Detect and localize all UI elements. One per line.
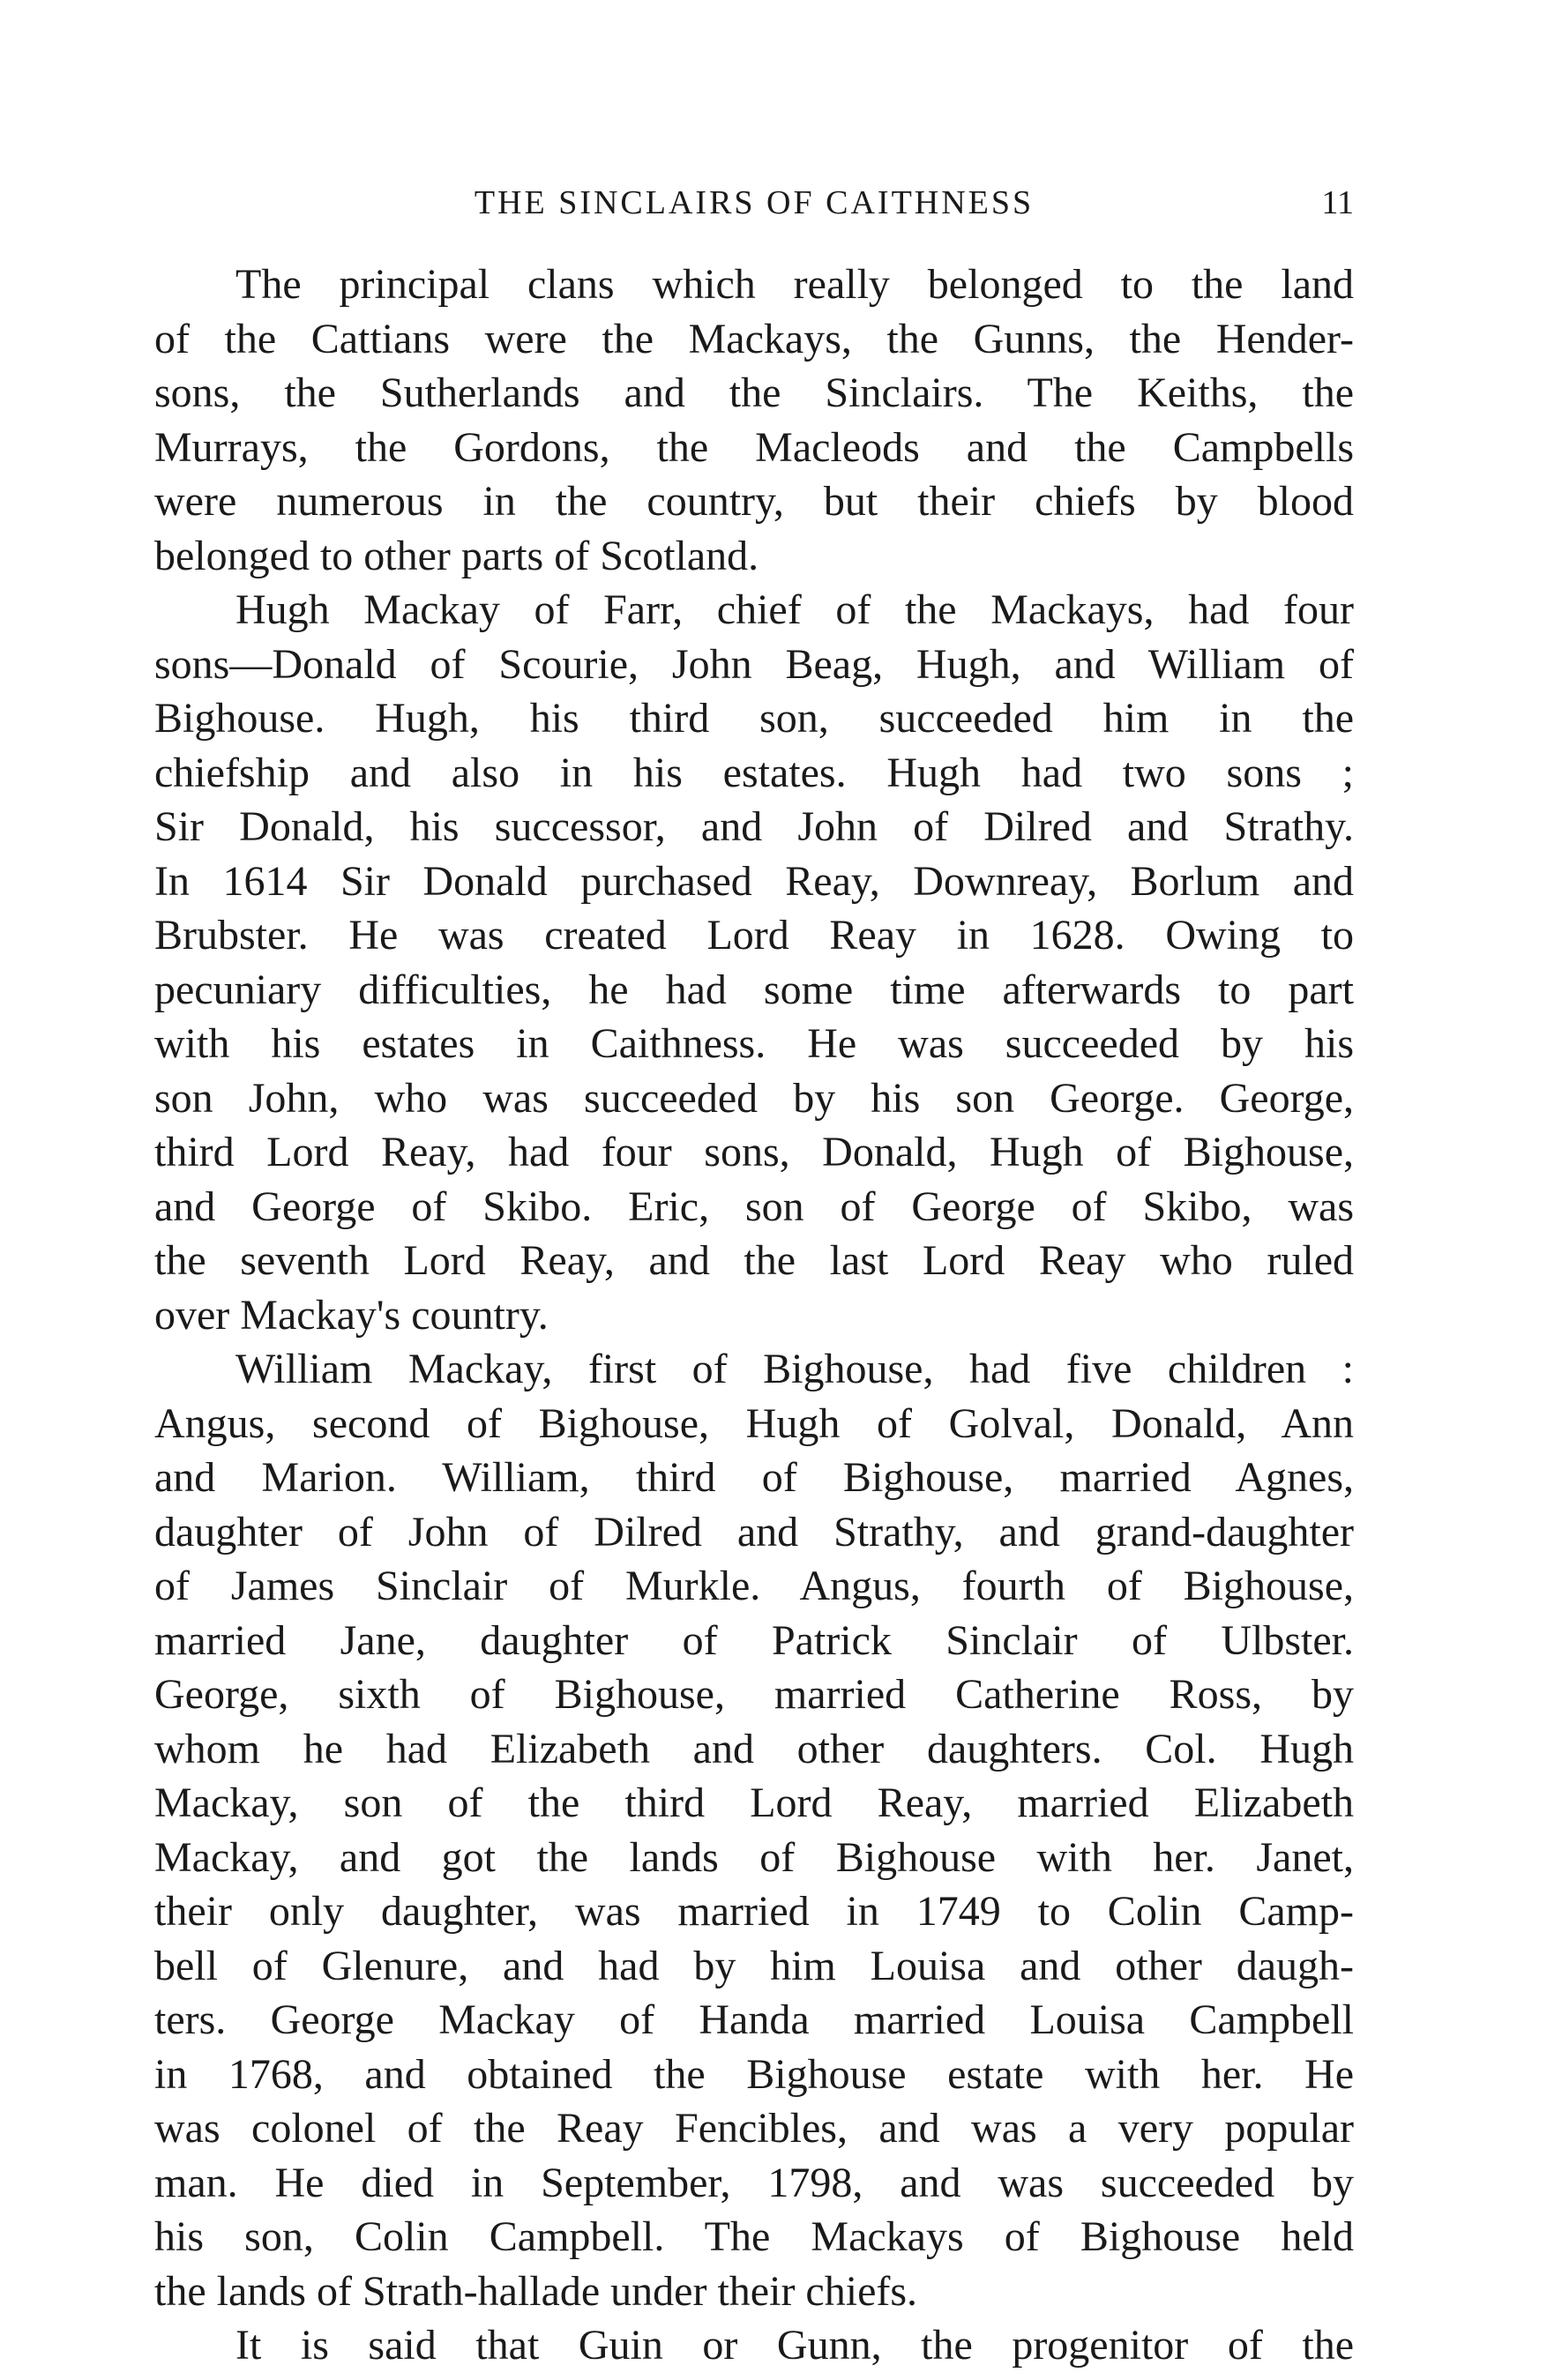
text-line: daughter of John of Dilred and Strathy, and grand-daughter [154,1508,1354,1556]
text-line: of the Cattians were the Mackays, the Gunns, the Hender- [154,315,1354,362]
text-line: Murrays, the Gordons, the Macleods and the Campbells [154,423,1354,471]
text-line: William Mackay, first of Bighouse, had five children : [235,1346,1354,1392]
text-line: man. He died in September, 1798, and was succeeded by [154,2159,1354,2206]
text-line: was colonel of the Reay Fencibles, and was a very popular [154,2105,1354,2152]
text-line: Bighouse. Hugh, his third son, succeeded him in the [154,695,1354,742]
text-line: third Lord Reay, had four sons, Donald, Hugh of Bighouse, [154,1129,1354,1175]
text-line: Mackay, and got the lands of Bighouse with her. Janet, [154,1833,1354,1881]
running-head [154,176,1354,229]
text-line: George, sixth of Bighouse, married Catherine Ross, by [154,1671,1354,1718]
text-line: and Marion. William, third of Bighouse, married Agnes, [154,1454,1354,1501]
text-line: sons—Donald of Scourie, John Beag, Hugh, and William of [154,640,1354,688]
text-line: Hugh Mackay of Farr, chief of the Mackays, had four [235,586,1354,633]
text-line: In 1614 Sir Donald purchased Reay, Downreay, Borlum and [154,857,1354,905]
text-line: were numerous in the country, but their chiefs by blood [154,478,1354,525]
text-line: belonged to other parts of Scotland. [154,532,759,579]
text-line: of James Sinclair of Murkle. Angus, fourth of Bighouse, [154,1563,1354,1609]
text-line: son John, who was succeeded by his son George. George, [154,1074,1354,1122]
text-line: ters. George Mackay of Handa married Louisa Campbell [154,1996,1354,2043]
text-line: with his estates in Caithness. He was succeeded by his [154,1020,1354,1067]
text-line: in 1768, and obtained the Bighouse estate with her. He [154,2050,1354,2098]
body-text [154,257,1354,2373]
text-line: their only daughter, was married in 1749 to Colin Camp- [154,1888,1354,1935]
text-line: bell of Glenure, and had by him Louisa and other daugh- [154,1942,1354,1989]
text-line: the seventh Lord Reay, and the last Lord Reay who ruled [154,1237,1354,1284]
text-line: Brubster. He was created Lord Reay in 1628. Owing to [154,912,1354,959]
text-line: sons, the Sutherlands and the Sinclairs. The Keiths, the [154,369,1354,416]
text-line: and George of Skibo. Eric, son of George of Skibo, was [154,1183,1354,1230]
text-line: the lands of Strath-hallade under their chiefs. [154,2267,918,2315]
text-line: over Mackay's country. [154,1291,549,1339]
text-line: The principal clans which really belonged to the land [235,261,1354,308]
text-line: Sir Donald, his successor, and John of Dilred and Strathy. [154,803,1354,850]
text-line: chiefship and also in his estates. Hugh had two sons ; [154,749,1354,796]
text-line: It is said that Guin or Gunn, the progenitor of the [235,2322,1354,2369]
text-line: whom he had Elizabeth and other daughters. Col. Hugh [154,1725,1354,1772]
text-line: Mackay, son of the third Lord Reay, married Elizabeth [154,1779,1354,1826]
text-line: pecuniary difficulties, he had some time afterwards to part [154,966,1354,1013]
text-line: his son, Colin Campbell. The Mackays of Bighouse held [154,2213,1354,2260]
text-line: married Jane, daughter of Patrick Sinclair of Ulbster. [154,1616,1354,1664]
running-title: THE SINCLAIRS OF CAITHNESS [474,184,1035,221]
page-number: 11 [1321,184,1354,221]
text-line: Angus, second of Bighouse, Hugh of Golval, Donald, Ann [154,1399,1354,1447]
